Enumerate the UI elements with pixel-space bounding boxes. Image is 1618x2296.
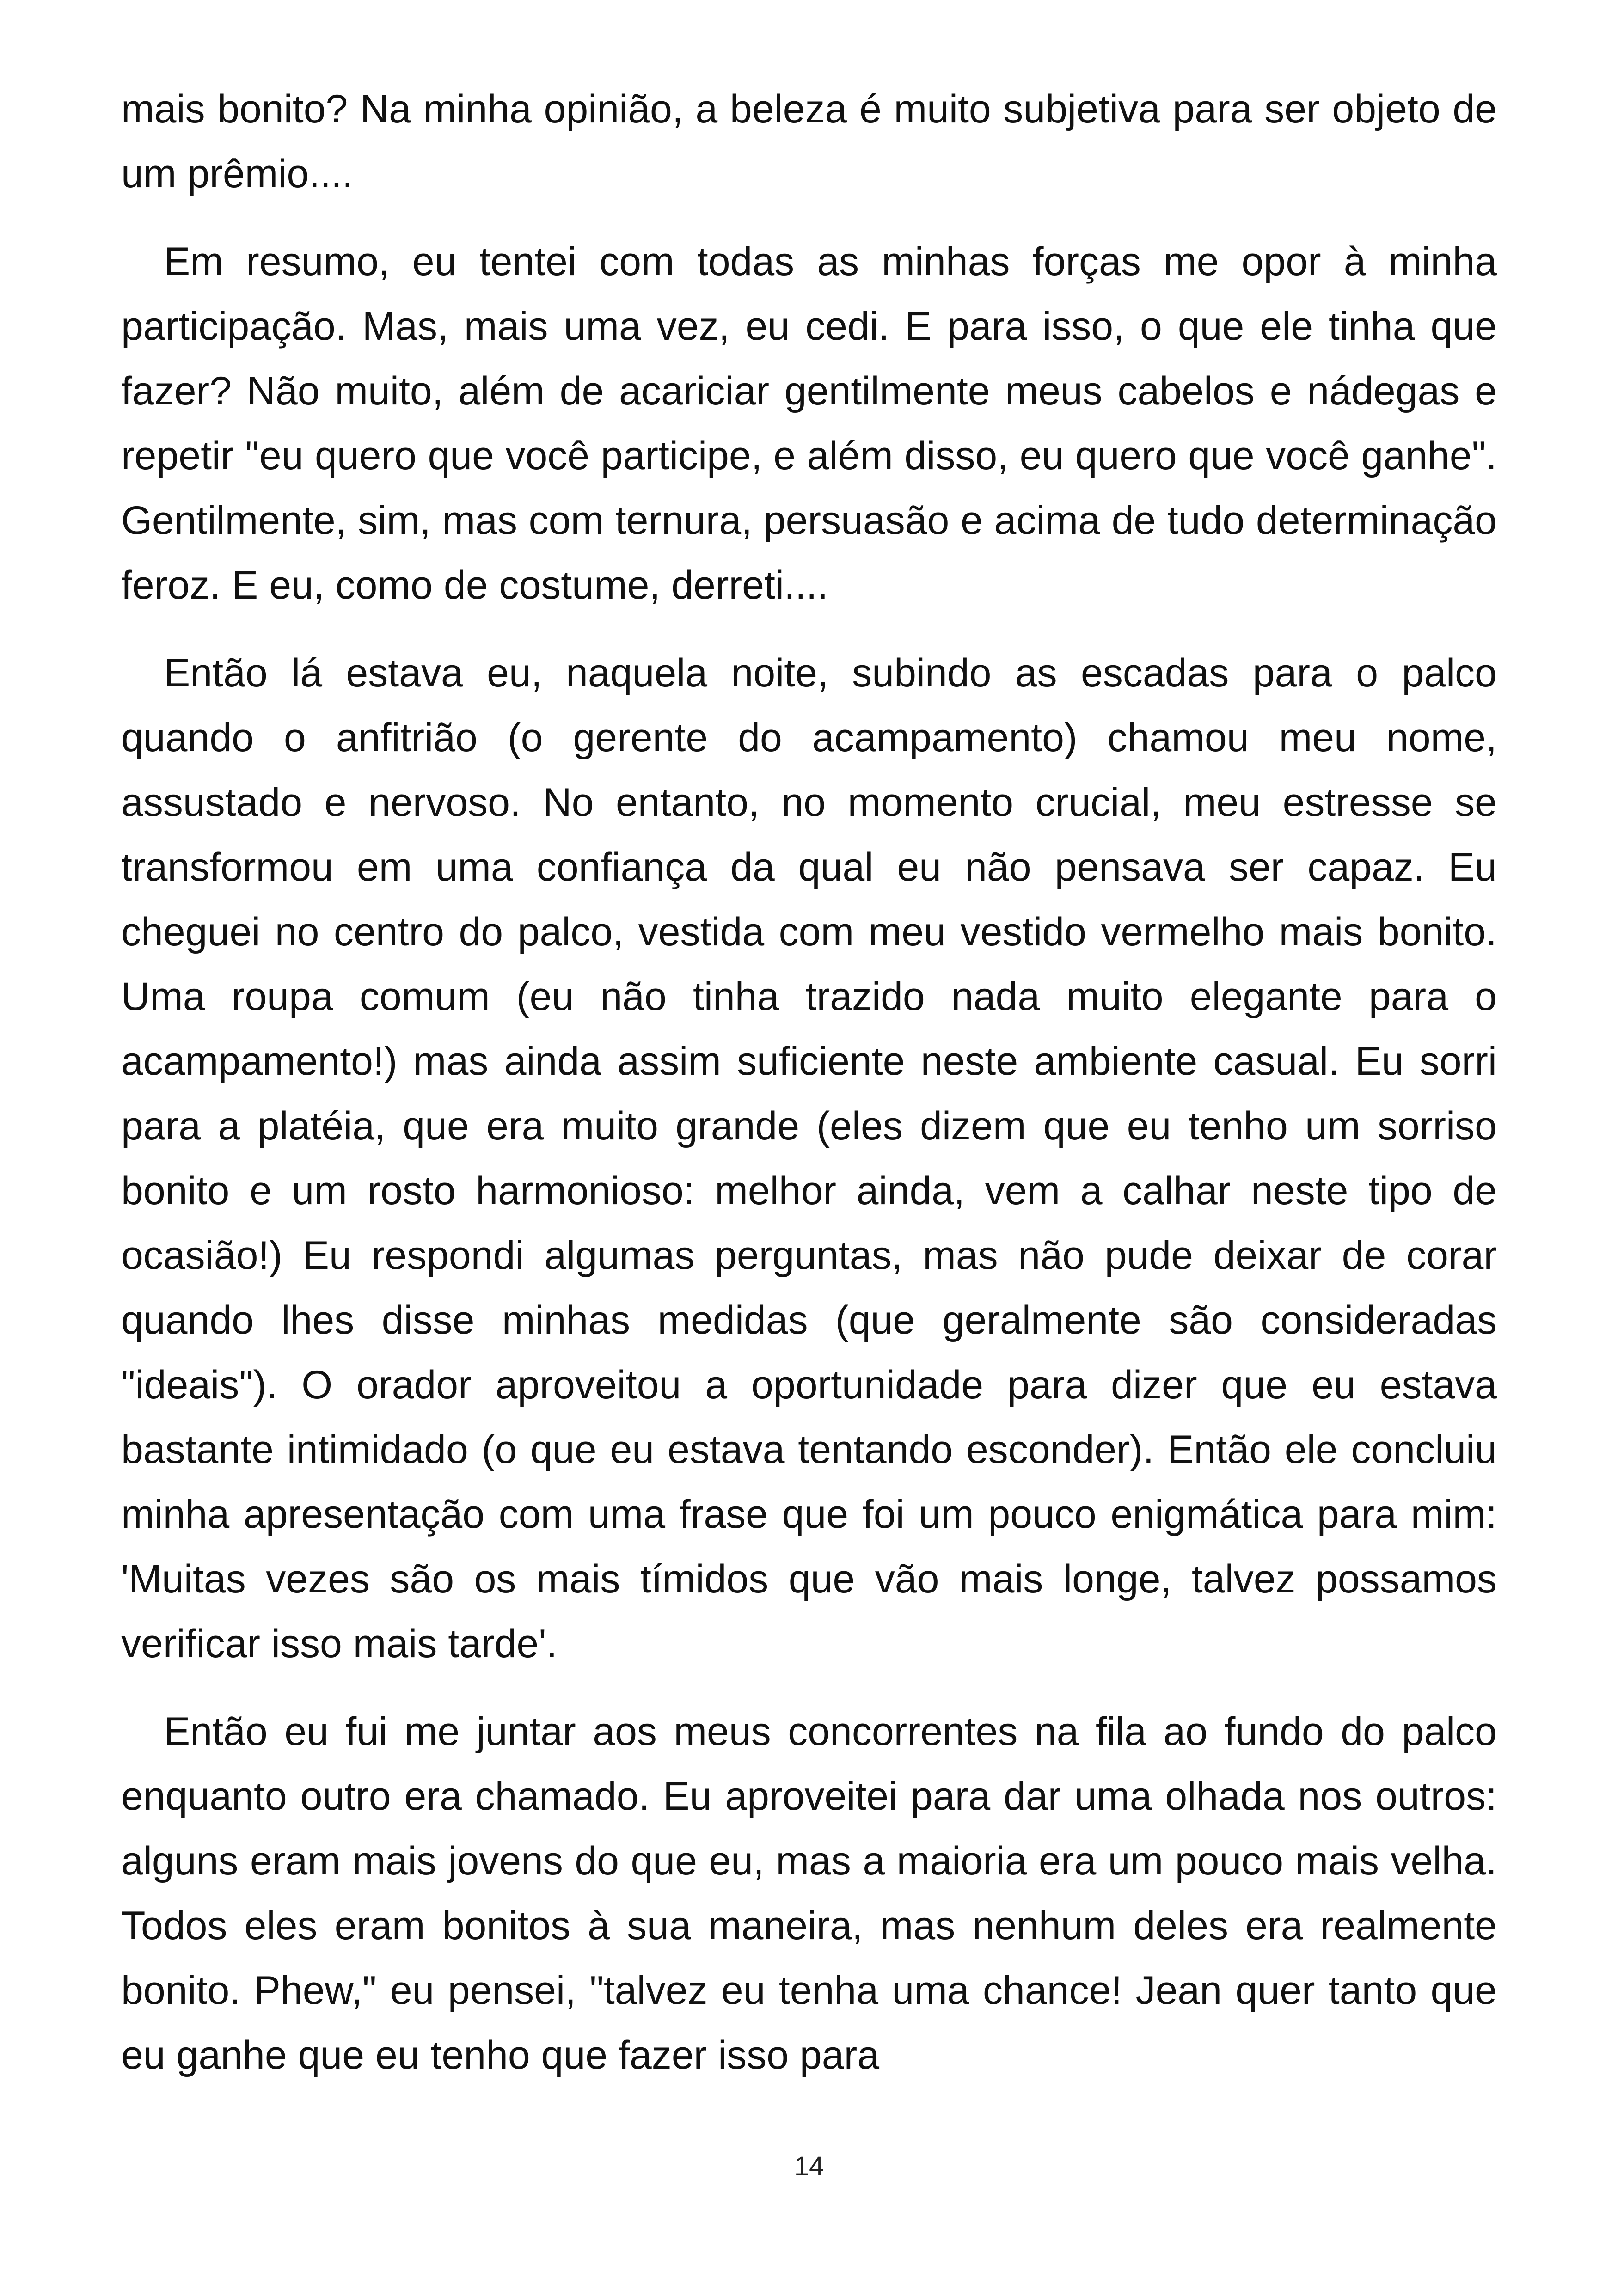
paragraph: Então lá estava eu, naquela noite, subindo as escadas para o palco quando o anfitrião (o gerente do acampamento) chamou meu nome, assustado e nervoso. No entanto, no momento crucial, meu estresse se transformou em uma confiança da qual eu não pensava ser capaz. Eu cheguei no centro do palco, vestida com meu vestido vermelho mais bonito. Uma roupa comum (eu não tinha trazido nada muito elegante para o acampamento!) mas ainda assim suficiente neste ambiente casual. Eu sorri para a platéia, que era muito grande (eles dizem que eu tenho um sorriso bonito e um rosto harmonioso: melhor ainda, vem a calhar neste tipo de ocasião!) Eu respondi algumas perguntas, mas não pude deixar de corar quando lhes disse minhas medidas (que geralmente são consideradas "ideais"). O orador aproveitou a oportunidade para dizer que eu estava bastante intimidado (o que eu estava tentando esconder). Então ele concluiu minha apresentação com uma frase que foi um pouco enigmática para mim: 'Muitas vezes são os mais tímidos que vão mais longe, talvez possamos verificar isso mais tarde'.: [121, 651, 1497, 1666]
page-number: 14: [794, 2151, 824, 2181]
text-body: [121, 77, 1497, 2111]
paragraph-continuation: mais bonito? Na minha opinião, a beleza é muito subjetiva para ser objeto de um prêmio....: [121, 87, 1497, 196]
paragraph: Então eu fui me juntar aos meus concorrentes na fila ao fundo do palco enquanto outro era chamado. Eu aproveitei para dar uma olhada nos outros: alguns eram mais jovens do que eu, mas a maioria era um pouco mais velha. Todos eles eram bonitos à sua maneira, mas nenhum deles era realmente bonito. Phew," eu pensei, "talvez eu tenha uma chance! Jean quer tanto que eu ganhe que eu tenho que fazer isso para: [121, 1709, 1497, 2077]
paragraph: Em resumo, eu tentei com todas as minhas forças me opor à minha participação. Mas, mais uma vez, eu cedi. E para isso, o que ele tinha que fazer? Não muito, além de acariciar gentilmente meus cabelos e nádegas e repetir "eu quero que você participe, e além disso, eu quero que você ganhe". Gentilmente, sim, mas com ternura, persuasão e acima de tudo determinação feroz. E eu, como de costume, derreti....: [121, 239, 1497, 607]
